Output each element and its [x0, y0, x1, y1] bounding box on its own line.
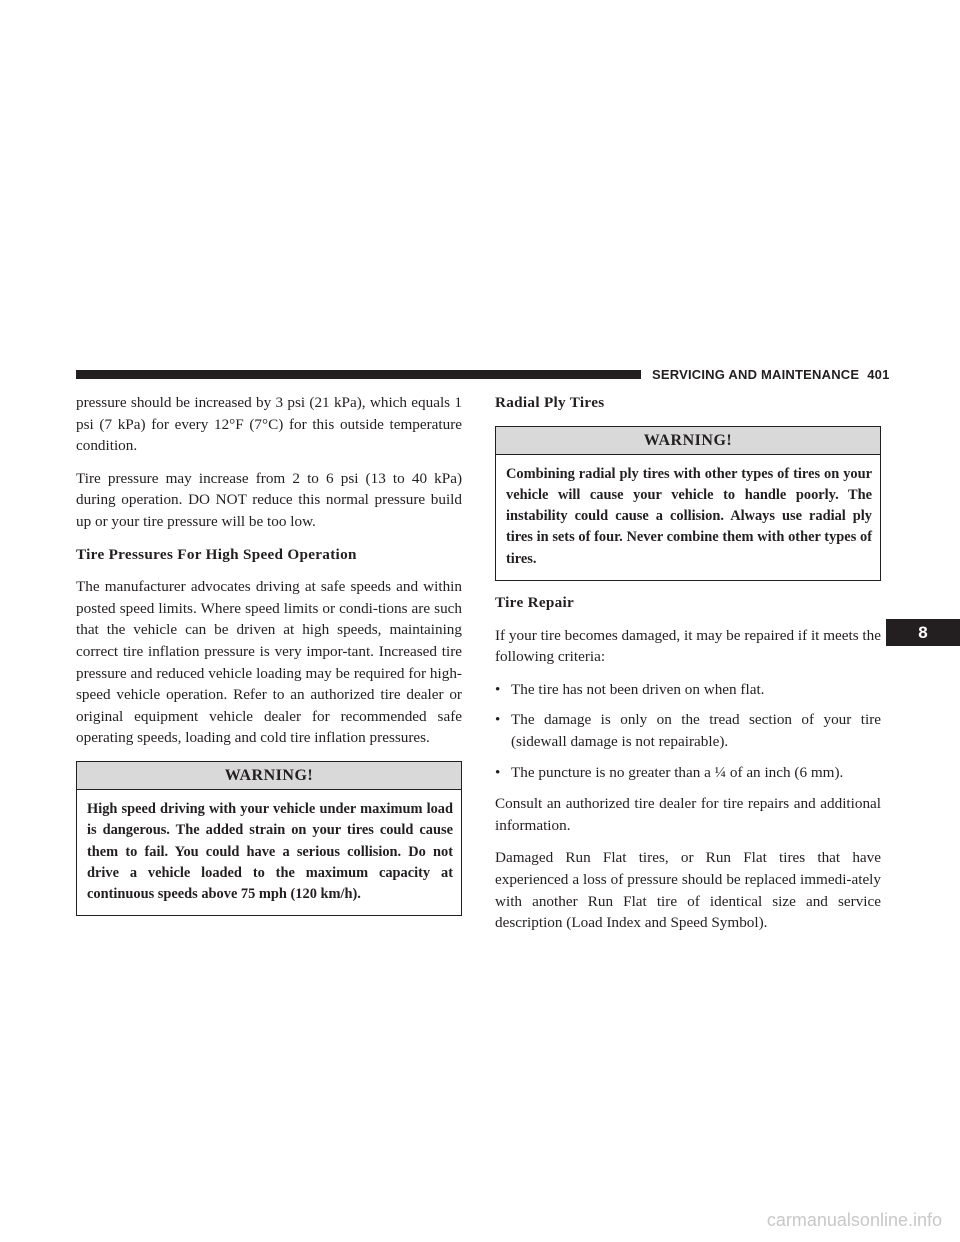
paragraph: pressure should be increased by 3 psi (21 kPa), which equals 1 psi (7 kPa) for every 12°F (7°C) for this outside temperature condition. — [76, 394, 462, 455]
warning-title: WARNING! — [77, 762, 461, 790]
paragraph: Tire pressure may increase from 2 to 6 psi (13 to 40 kPa) during operation. DO NOT reduce this normal pressure build up or your tire pressure will be too low. — [76, 469, 462, 530]
bullet-icon: • — [495, 711, 501, 729]
list-item-text: The tire has not been driven on when flat. — [511, 680, 765, 698]
list-item-text: The damage is only on the tread section of your tire (sidewall damage is not repairable). — [511, 711, 881, 751]
chapter-tab: 8 — [886, 619, 960, 646]
right-column — [495, 392, 881, 945]
list-item — [495, 762, 881, 784]
list-item — [495, 679, 881, 701]
warning-box — [495, 426, 881, 581]
warning-title: WARNING! — [496, 427, 880, 455]
warning-box — [76, 761, 462, 916]
bullet-icon: • — [495, 763, 501, 781]
list-item — [495, 709, 881, 752]
section-title: SERVICING AND MAINTENANCE — [652, 367, 860, 382]
paragraph: Consult an authorized tire dealer for tire repairs and additional information. — [495, 795, 881, 834]
warning-text: Combining radial ply tires with other types of tires on your vehicle will cause your vehicle to handle poorly. The instability could cause a collision. Always use radial ply tires in sets of four. Never combine them with other types of tires. — [506, 465, 872, 567]
list-item-text: The puncture is no greater than a ¼ of an inch (6 mm). — [511, 763, 844, 781]
paragraph: If your tire becomes damaged, it may be repaired if it meets the following criteria: — [495, 626, 881, 666]
running-header — [652, 367, 890, 382]
bullet-icon: • — [495, 680, 501, 698]
warning-text: High speed driving with your vehicle under maximum load is dangerous. The added strain on your tires could cause them to fail. You could have a serious collision. Do not drive a vehicle loaded to the maximum capacity at continuous speeds above 75 mph (120 km/h). — [87, 800, 453, 903]
paragraph: Damaged Run Flat tires, or Run Flat tires that have experienced a loss of pressure should be replaced immedi-ately with another Run Flat tire of identical size and service description (Load Index and Speed Symbol). — [495, 849, 881, 932]
header-rule — [76, 370, 641, 379]
criteria-list — [495, 679, 881, 783]
page-number: 401 — [867, 367, 890, 382]
watermark: carmanualsonline.info — [766, 1210, 942, 1230]
left-column — [76, 392, 462, 927]
section-heading: Tire Repair — [495, 594, 575, 612]
section-heading: Tire Pressures For High Speed Operation — [76, 545, 357, 563]
section-heading: Radial Ply Tires — [495, 394, 605, 411]
paragraph: The manufacturer advocates driving at safe speeds and within posted speed limits. Where speed limits or condi-tions are such that the vehicle can be driven at high speeds, maintaining correct tire inflation pressure is very impor-tant. Increased tire pressure and reduced vehicle loading may be required for high-speed vehicle operation. Refer to an authorized tire dealer or original equipment vehicle dealer for recommended safe operating speeds, loading and cold tire inflation pressures. — [76, 578, 462, 747]
